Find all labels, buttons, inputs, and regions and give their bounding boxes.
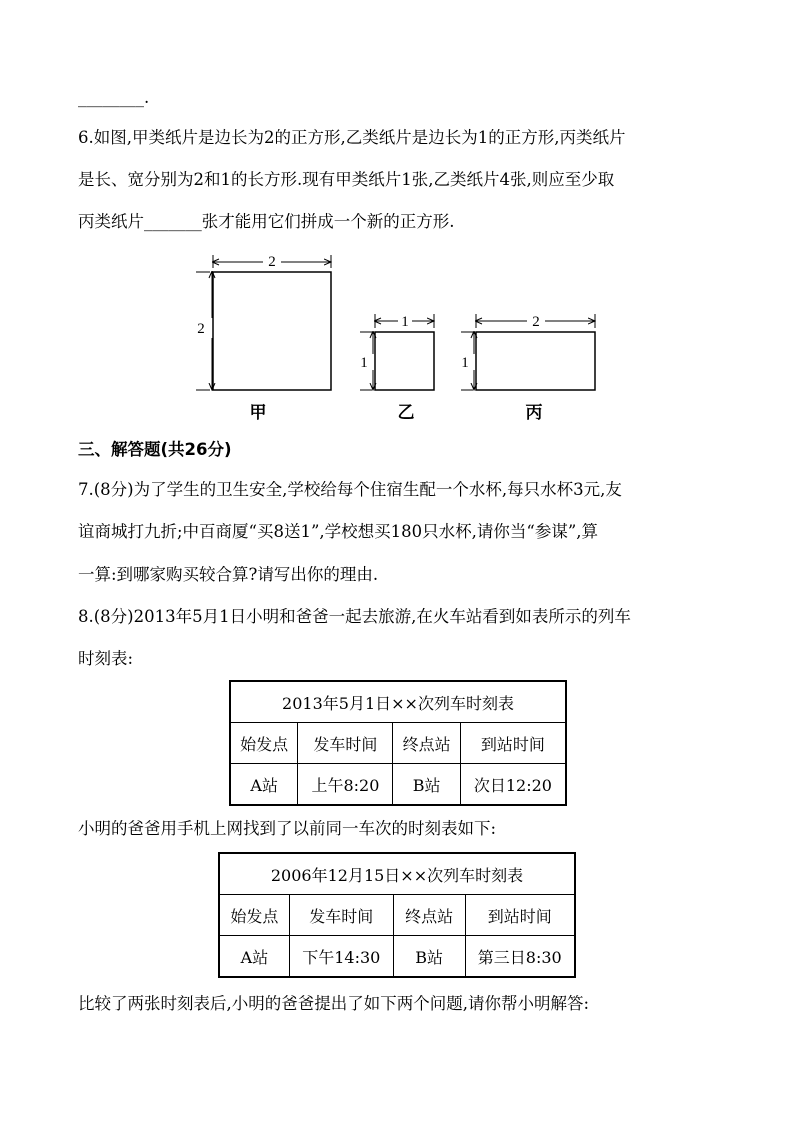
- yi-width-label: 1: [401, 314, 409, 330]
- bing-label: 丙: [525, 403, 543, 423]
- section-3-title: 三、解答题(共26分): [78, 440, 232, 459]
- q7-line-2: 谊商城打九折;中百商厦“买8送1”,学校想买180只水杯,请你当“参谋”,算: [78, 522, 599, 541]
- blank-answer-line: ________.: [78, 88, 150, 107]
- q8-line-2: 时刻表:: [78, 649, 134, 668]
- bing-height-label: 1: [461, 355, 469, 371]
- table-header-cell: 终点站: [393, 895, 465, 936]
- table-cell: A站: [230, 764, 298, 806]
- q7-line-1: 7.(8分)为了学生的卫生安全,学校给每个住宿生配一个水杯,每只水杯3元,友: [78, 480, 622, 499]
- q7-line-3: 一算:到哪家购买较合算?请写出你的理由.: [78, 565, 379, 584]
- table-cell: 下午14:30: [289, 936, 393, 978]
- q6-line-2: 是长、宽分别为2和1的长方形.现有甲类纸片1张,乙类纸片4张,则应至少取: [78, 170, 615, 189]
- q6-line-1: 6.如图,甲类纸片是边长为2的正方形,乙类纸片是边长为1的正方形,丙类纸片: [78, 128, 626, 147]
- jia-height-label: 2: [197, 321, 205, 337]
- table-cell: 第三日8:30: [465, 936, 575, 978]
- table-cell: 上午8:20: [298, 764, 393, 806]
- table-header-cell: 始发点: [219, 895, 289, 936]
- jia-width-label: 2: [268, 254, 276, 270]
- table-header-cell: 发车时间: [289, 895, 393, 936]
- table-cell: 次日12:20: [460, 764, 566, 806]
- timetable-2006: [218, 852, 576, 978]
- jia-label: 甲: [249, 403, 267, 423]
- timetable-2013: [229, 680, 567, 806]
- table-header-cell: 到站时间: [460, 723, 566, 764]
- table-header-cell: 到站时间: [465, 895, 575, 936]
- bing-width-label: 2: [532, 314, 540, 330]
- q8-last-line: 比较了两张时刻表后,小明的爸爸提出了如下两个问题,请你帮小明解答:: [78, 994, 590, 1013]
- yi-height-label: 1: [360, 355, 368, 371]
- table-cell: B站: [393, 764, 460, 806]
- yi-label: 乙: [397, 403, 415, 423]
- q8-line-1: 8.(8分)2013年5月1日小明和爸爸一起去旅游,在火车站看到如表所示的列车: [78, 607, 631, 626]
- jia-square: [196, 254, 331, 423]
- table-header-cell: 始发点: [230, 723, 298, 764]
- bing-rectangle: [461, 314, 595, 423]
- table-header-cell: 终点站: [393, 723, 460, 764]
- table-header-cell: 发车时间: [298, 723, 393, 764]
- q8-middle-text: 小明的爸爸用手机上网找到了以前同一车次的时刻表如下:: [78, 819, 497, 838]
- table-cell: B站: [393, 936, 465, 978]
- timetable-2013-title: 2013年5月1日××次列车时刻表: [230, 681, 566, 723]
- yi-square: [360, 314, 434, 423]
- timetable-2006-title: 2006年12月15日××次列车时刻表: [219, 853, 575, 895]
- table-cell: A站: [219, 936, 289, 978]
- q6-line-3: 丙类纸片_______张才能用它们拼成一个新的正方形.: [78, 212, 455, 231]
